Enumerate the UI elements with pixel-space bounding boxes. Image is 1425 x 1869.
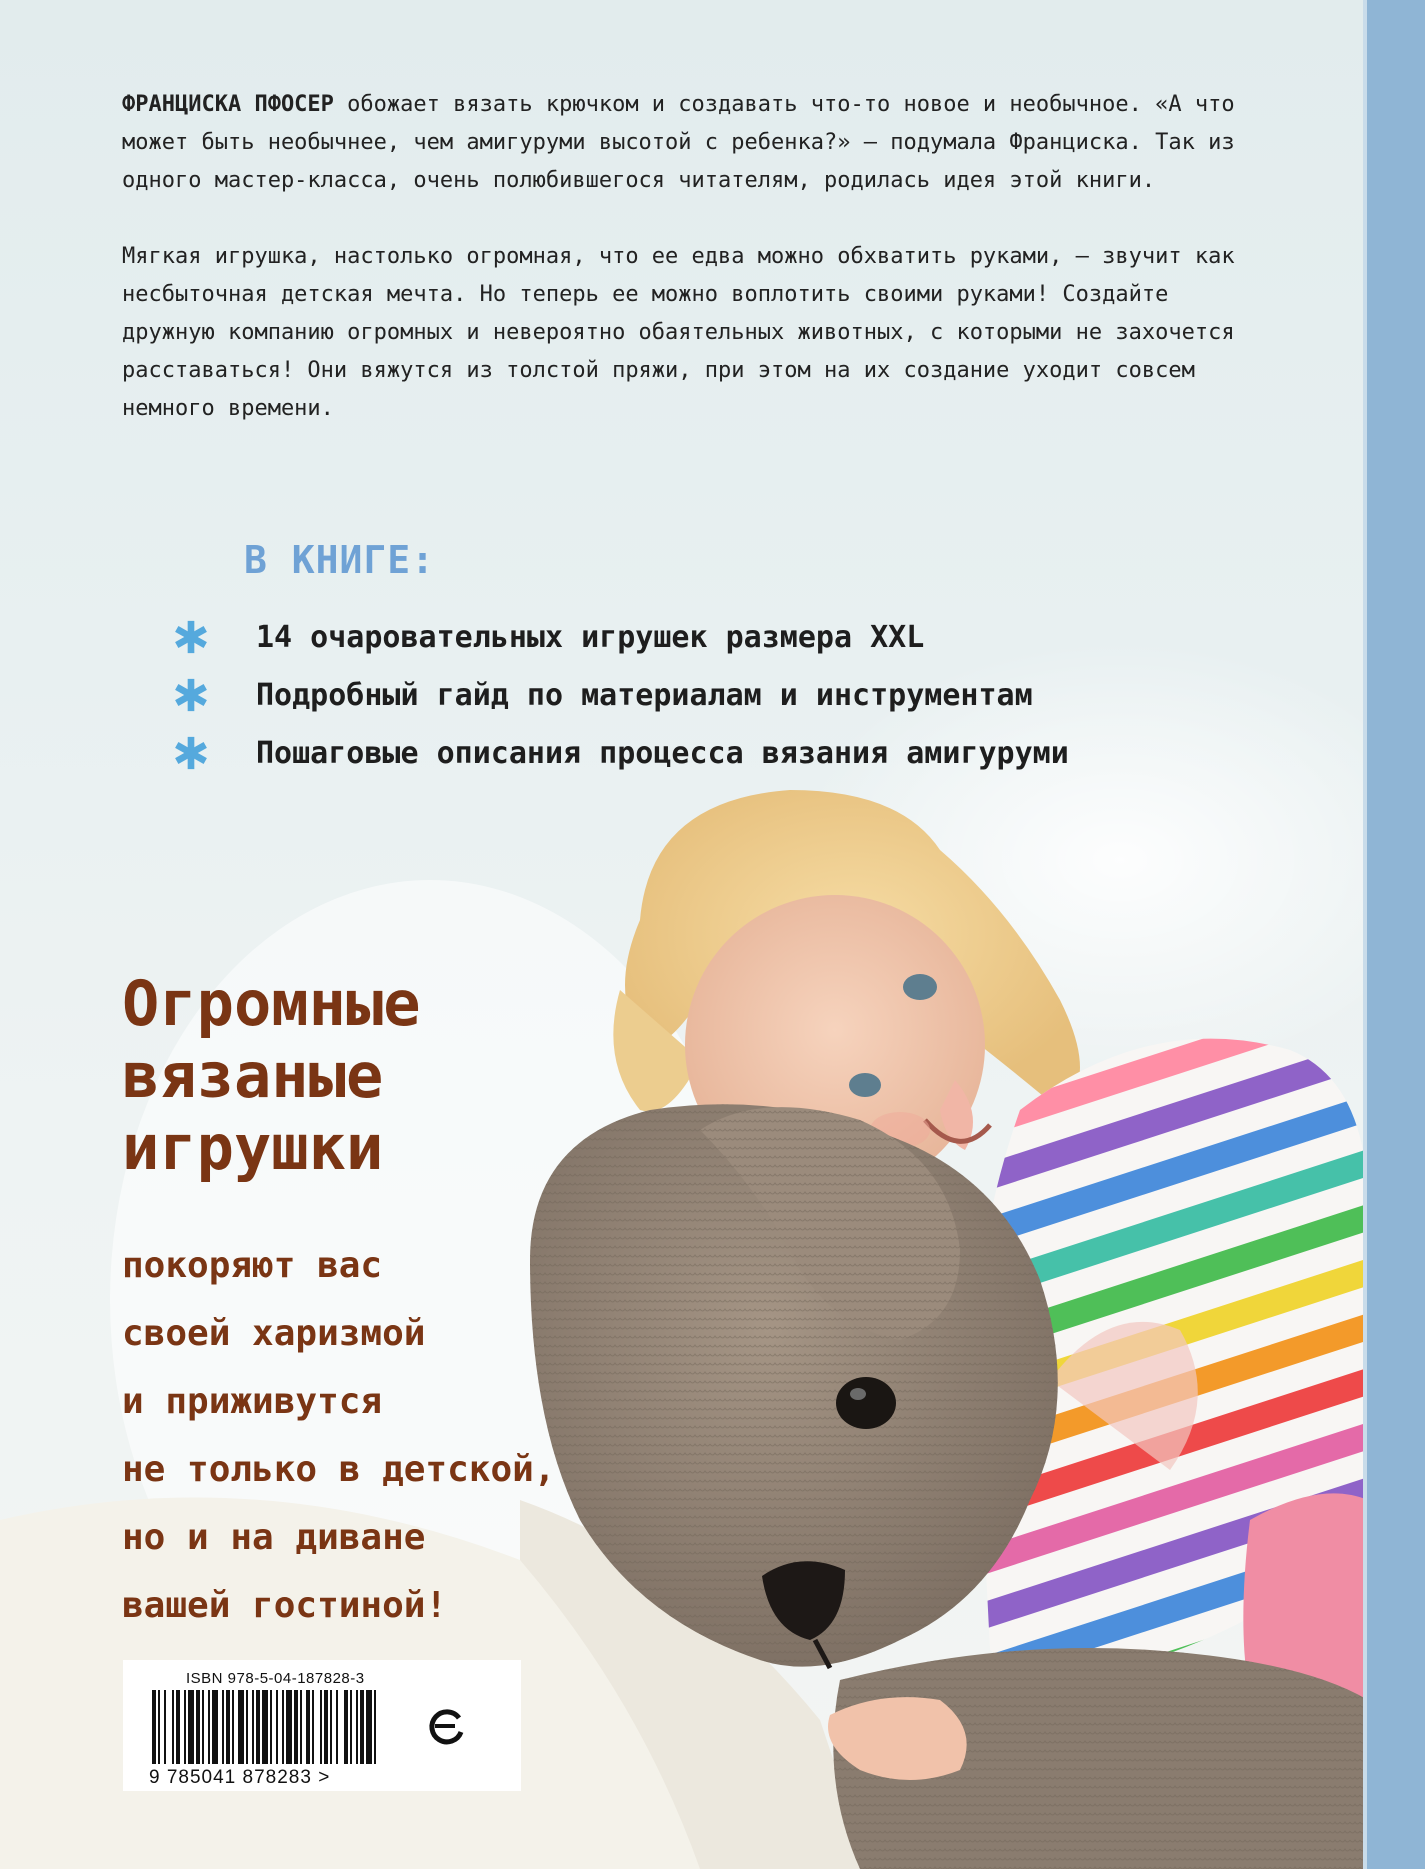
- promo-line: покоряют вас: [122, 1245, 383, 1286]
- publisher-logo-icon: [425, 1704, 469, 1748]
- promo-line: не только в детской,: [122, 1449, 556, 1490]
- feature-item: [172, 608, 1069, 666]
- promo-text: [122, 1232, 602, 1640]
- promo-title-line: Огромные: [122, 967, 421, 1040]
- author-intro-paragraph: [122, 86, 1242, 200]
- snowflake-asterisk-icon: [172, 618, 210, 656]
- promo-line: своей харизмой: [122, 1313, 426, 1354]
- barcode-bars: [152, 1690, 472, 1766]
- book-description-paragraph: Мягкая игрушка, настолько огромная, что ее едва можно обхватить руками, — звучит как несбыточная детская мечта. Но теперь ее можно воплотить своими руками! Создайте дружную компанию огромных и невероятно обаятельных животных, с которыми не захочется расставаться! Они вяжутся из толстой пряжи, при этом на их создание уходит совсем немного времени.: [122, 244, 1235, 421]
- feature-text: Подробный гайд по материалам и инструментам: [256, 677, 1033, 713]
- feature-item: [172, 724, 1069, 782]
- promo-title: [122, 968, 602, 1184]
- isbn-number: ISBN 978-5-04-187828-3: [186, 1670, 365, 1687]
- snowflake-asterisk-icon: [172, 734, 210, 772]
- ean-digits: 9 785041 878283 >: [149, 1767, 331, 1788]
- features-list: [172, 608, 1069, 782]
- author-name: ФРАНЦИСКА ПФОСЕР: [122, 92, 334, 117]
- feature-item: [172, 666, 1069, 724]
- author-intro-text: обожает вязать крючком и создавать что-то новое и необычное. «А что может быть необычнее, чем амигуруми высотой с ребенка?» — подумала Франциска. Так из одного мастер-класса, очень полюбившегося читателям, родилась идея этой книги.: [122, 92, 1235, 193]
- promo-line: вашей гостиной!: [122, 1585, 448, 1626]
- snowflake-asterisk-icon: [172, 676, 210, 714]
- promo-line: и приживутся: [122, 1381, 383, 1422]
- promo-title-line: вязаные: [122, 1039, 384, 1112]
- in-book-heading: В КНИГЕ:: [244, 538, 436, 582]
- feature-text: Пошаговые описания процесса вязания амигуруми: [256, 735, 1069, 771]
- promo-line: но и на диване: [122, 1517, 426, 1558]
- promo-title-line: игрушки: [122, 1111, 384, 1184]
- spine-band: [1367, 0, 1425, 1869]
- feature-text: 14 очаровательных игрушек размера XXL: [256, 619, 925, 655]
